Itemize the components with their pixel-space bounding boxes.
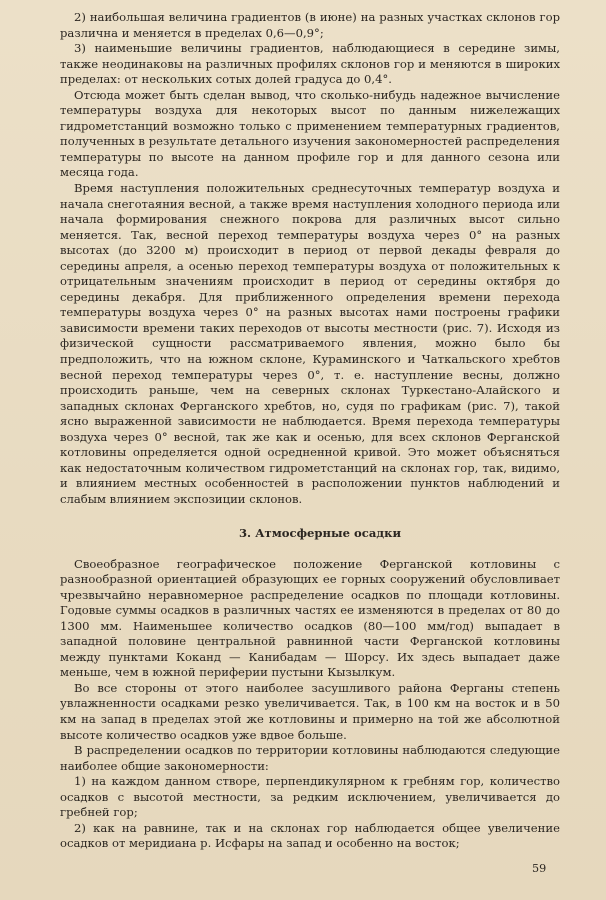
regularity-item-1: 1) на каждом данном створе, перпендикулярном к гребням гор, количество осадков с высотой местности, за редким исключением, увеличивается до гребней гор; — [60, 774, 560, 820]
humidity-paragraph: Во все стороны от этого наиболее засушливого района Ферганы степень увлажненности осадками резко увеличивается. Так, в 100 км на восток и в 50 км на запад в пределах этой же котловины и примерно на той же абсолютной высоте количество осадков уже вдвое больше. — [60, 680, 560, 742]
regularity-item-2: 2) как на равнине, так и на склонах гор наблюдается общее увеличение осадков от меридиана р. Исфары на запад и особенно на восток; — [60, 820, 560, 851]
regularities-intro-paragraph: В распределении осадков по территории котловины наблюдаются следующие наиболее общие закономерности: — [60, 743, 560, 773]
page-number: 59 — [532, 862, 547, 875]
list-item-3: 3) наименьшие величины градиентов, наблюдающиеся в середине зимы, также неодинаковы на различных профилях склонов гор и меняются в широких пределах: от нескольких сотых долей градуса до 0,4°. — [60, 41, 560, 87]
precipitation-intro-paragraph: Своеобразное географическое положение Ферганской котловины с разнообразной ориентацией образующих ее горных сооружений обусловливает чрезвычайно неравномерное распределение осадков по площади котловины. Годовые суммы осадков в различных частях ее изменяются в пределах от 80 до 1300 мм. Наименьшее количество осадков (80—100 мм/год) выпадает в западной половине центральной равнинной части Ферганской котловины между пунктами Коканд — Канибадам — Шорсу. Их здесь выпадает даже меньше, чем в южной периферии пустыни Кызылкум. — [60, 556, 560, 680]
conclusion-paragraph: Отсюда может быть сделан вывод, что сколько-нибудь надежное вычисление температуры воздуха для некоторых высот по данным нижележащих гидрометстанций возможно только с применением температурных градиентов, полученных в результате детального изучения закономерностей распределения температуры по высоте на данном профиле гор и для данного сезона или месяца года. — [60, 87, 560, 180]
section-heading: 3. Атмосферные осадки — [238, 525, 402, 540]
list-item-2: 2) наибольшая величина градиентов (в июне) на разных участках склонов гор различна и меняется в пределах 0,6—0,9°; — [60, 10, 560, 40]
page-text — [60, 10, 560, 852]
temperature-transition-paragraph: Время наступления положительных среднесуточных температур воздуха и начала снеготаяния весной, а также время наступления холодного периода или начала формирования снежного покрова для различных высот сильно меняется. Так, весной переход температуры воздуха через 0° на разных высотах (до 3200 м) происходит в период от первой декады февраля до середины апреля, а осенью переход температуры воздуха от положительных к отрицательным значениям происходит в период от середины октября до середины декабря. Для приближенного определения времени перехода температуры воздуха через 0° на разных высотах нами построены графики зависимости времени таких переходов от высоты местности (рис. 7). Исходя из физической сущности рассматриваемого явления, можно было бы предположить, что на южном склоне, Кураминского и Чаткальского хребтов весной переход температуры через 0°, т. е. наступление весны, должно происходить раньше, чем на северных склонах Туркестано-Алайского и западных склонах Ферганского хребтов, но, судя по графикам (рис. 7), такой ясно выраженной зависимости не наблюдается. Время перехода температуры воздуха через 0° весной, так же как и осенью, для всех склонов Ферганской котловины определяется одной осредненной кривой. Это может объясняться как недостаточным количеством гидрометстанций на склонах гор, так, видимо, и влиянием местных особенностей в расположении пунктов наблюдений и слабым влиянием экспозиции склонов. — [60, 181, 560, 506]
